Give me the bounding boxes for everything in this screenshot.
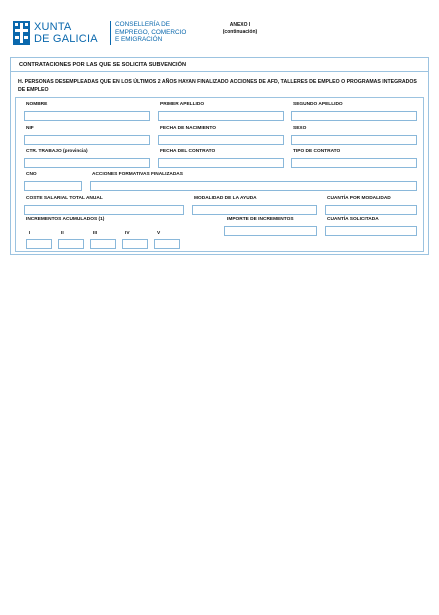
nif-field[interactable]: [24, 135, 150, 145]
fecha-contrato-field[interactable]: [158, 158, 284, 168]
cno-label: CNO: [26, 172, 37, 177]
importe-incrementos-field[interactable]: [224, 226, 317, 236]
ctr-trabajo-field[interactable]: [24, 158, 150, 168]
coste-salarial-field[interactable]: [24, 205, 184, 215]
coste-salarial-label: COSTE SALARIAL TOTAL ANUAL: [26, 196, 103, 201]
cuantia-modalidad-label: CUANTÍA POR MODALIDAD: [327, 196, 391, 201]
nombre-label: NOMBRE: [26, 102, 48, 107]
xunta-logo: [13, 19, 187, 49]
sexo-label: SEXO: [293, 126, 307, 131]
primer-apellido-field[interactable]: [158, 111, 284, 121]
tipo-contrato-label: TIPO DE CONTRATO: [293, 149, 341, 154]
increment-label-iii: III: [93, 231, 97, 236]
brand-line-1: XUNTA: [34, 21, 72, 33]
section-title: CONTRATACIONES POR LAS QUE SE SOLICITA SUBVENCIÓN: [19, 62, 186, 68]
segundo-apellido-field[interactable]: [291, 111, 417, 121]
segundo-apellido-label: SEGUNDO APELLIDO: [293, 102, 343, 107]
importe-incrementos-label: IMPORTE DE INCREMENTOS: [227, 217, 294, 222]
fecha-nacimiento-label: FECHA DE NACIMIENTO: [160, 126, 216, 131]
cuantia-solicitada-label: CUANTÍA SOLICITADA: [327, 217, 379, 222]
acciones-formativas-field[interactable]: [90, 181, 417, 191]
nif-label: NIF: [26, 126, 34, 131]
incrementos-acumulados-label: INCREMENTOS ACUMULADOS (1): [26, 217, 105, 222]
fecha-contrato-label: FECHA DEL CONTRATO: [160, 149, 216, 154]
sexo-field[interactable]: [291, 135, 417, 145]
section-subtitle: H. PERSONAS DESEMPLEADAS QUE EN LOS ÚLTIMOS 2 AÑOS HAYAN FINALIZADO ACCIONES DE AFD, TALLERES DE EMPLEO O PROGRAMAS INTEGRADOS DE EMPLEO: [18, 79, 417, 93]
tipo-contrato-field[interactable]: [291, 158, 417, 168]
modalidad-ayuda-label: MODALIDAD DE LA AYUDA: [194, 196, 257, 201]
increment-label-i: I: [29, 231, 31, 236]
increment-field-ii[interactable]: [58, 239, 84, 249]
brand-line-2: DE GALICIA: [34, 33, 98, 45]
subsidy-section: [10, 57, 429, 255]
ctr-trabajo-label: CTR. TRABAJO (provincia): [26, 149, 88, 154]
section-divider: [11, 71, 428, 72]
cno-field[interactable]: [24, 181, 82, 191]
increment-label-ii: II: [61, 231, 64, 236]
increment-field-i[interactable]: [26, 239, 52, 249]
department-name: CONSELLERÍA DE EMPREGO, COMERCIO E EMIGRACIÓN: [115, 21, 187, 44]
increment-field-iv[interactable]: [122, 239, 148, 249]
cuantia-modalidad-field[interactable]: [325, 205, 417, 215]
annex-subtitle: (continuación): [222, 29, 258, 35]
increment-label-iv: IV: [125, 231, 130, 236]
acciones-formativas-label: ACCIONES FORMATIVAS FINALIZADAS: [92, 172, 183, 177]
galicia-crest-icon: [13, 21, 30, 45]
fecha-nacimiento-field[interactable]: [158, 135, 284, 145]
person-form: [15, 97, 424, 252]
primer-apellido-label: PRIMER APELLIDO: [160, 102, 205, 107]
increment-label-v: V: [157, 231, 161, 236]
increment-field-iii[interactable]: [90, 239, 116, 249]
logo-separator: [110, 21, 111, 45]
modalidad-ayuda-field[interactable]: [192, 205, 317, 215]
annex-header: [210, 22, 270, 36]
annex-title: ANEXO I: [229, 22, 251, 28]
increment-field-v[interactable]: [154, 239, 180, 249]
nombre-field[interactable]: [24, 111, 150, 121]
cuantia-solicitada-field[interactable]: [325, 226, 417, 236]
